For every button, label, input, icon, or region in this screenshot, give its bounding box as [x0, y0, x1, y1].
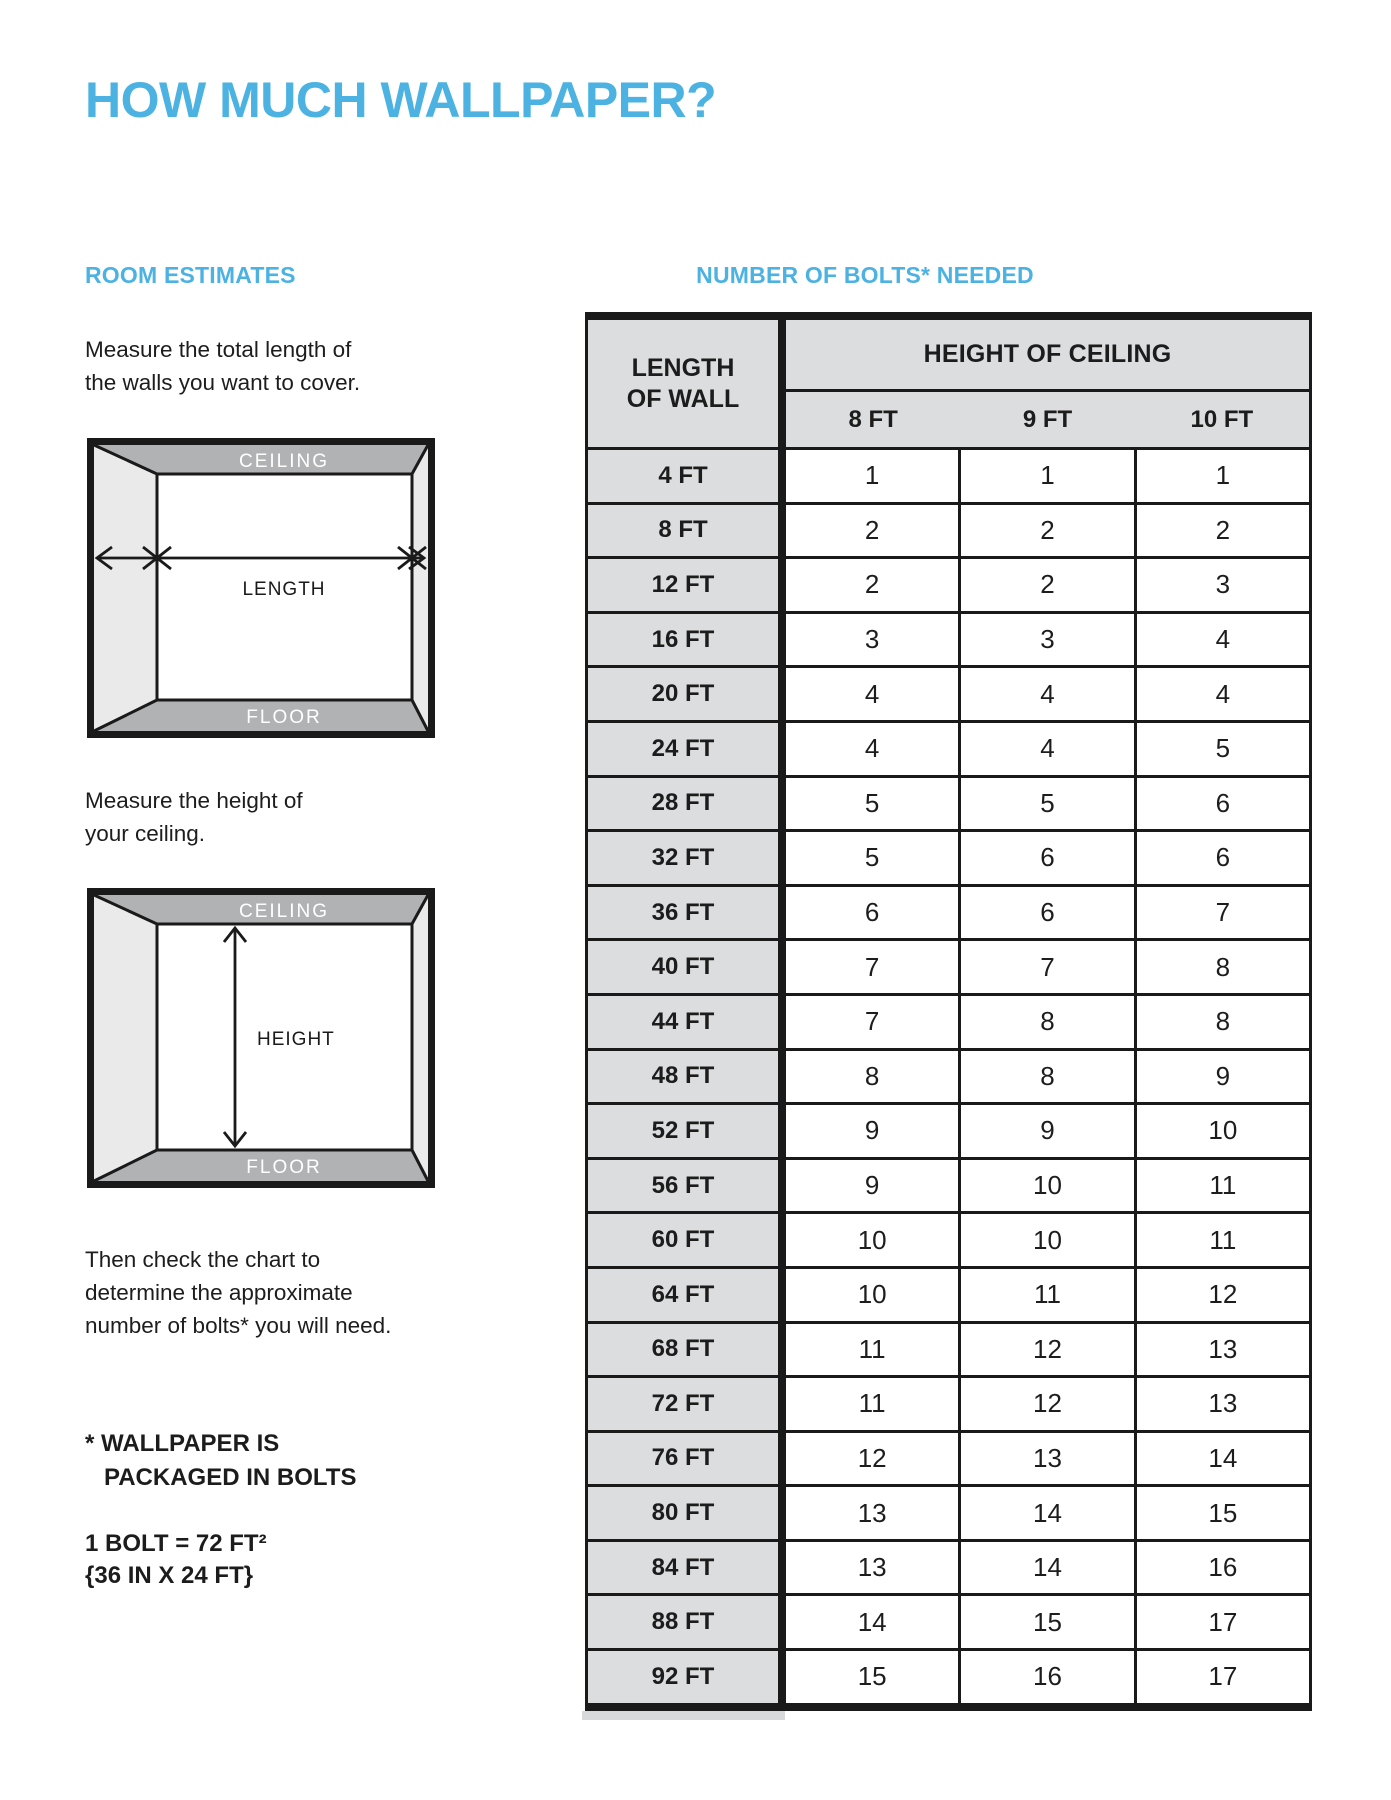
length-diagram: [87, 438, 435, 738]
bolts-value-cell: 13: [857, 1497, 887, 1528]
bolts-value-cell: 15: [857, 1661, 887, 1692]
bolts-value-cell: 8: [1134, 996, 1309, 1048]
instruction-length: Measure the total length of the walls you want to cover.: [85, 337, 361, 395]
wall-length-cell: 40 FT: [588, 941, 786, 993]
bolts-value-cell: 4: [864, 678, 880, 709]
wall-length-cell: 8 FT: [588, 505, 786, 557]
bolts-value-cell: 17: [1134, 1596, 1309, 1648]
bolts-value-cell: 1: [1134, 450, 1309, 502]
bolts-value-cell: 3: [864, 624, 880, 655]
bolts-value-cell: 2: [958, 559, 1133, 611]
bolts-value-cell: 3: [958, 614, 1133, 666]
bolts-value-cell: 10: [857, 1224, 887, 1255]
bolts-value-cell: 16: [1134, 1542, 1309, 1594]
bolts-value-cell: 12: [857, 1442, 887, 1473]
bolts-value-cell: 12: [958, 1324, 1133, 1376]
wall-length-cell: 56 FT: [588, 1160, 786, 1212]
bolts-value-cell: 1: [864, 460, 880, 491]
bolts-value-cell: 13: [1134, 1324, 1309, 1376]
wall-length-cell: 36 FT: [588, 887, 786, 939]
wall-length-cell: 4 FT: [588, 450, 786, 502]
bolts-value-cell: 8: [1134, 941, 1309, 993]
bolts-value-cell: 11: [958, 1269, 1133, 1321]
table-row: [588, 829, 1309, 884]
table-row: [588, 884, 1309, 939]
bolts-value-cell: 4: [958, 723, 1133, 775]
bolts-value-cell: 1: [958, 450, 1133, 502]
table-row: [588, 1048, 1309, 1103]
ceiling-10ft-header: 10 FT: [1190, 405, 1254, 433]
bolts-value-cell: 6: [1134, 832, 1309, 884]
bolts-value-cell: 5: [1134, 723, 1309, 775]
table-row: [588, 938, 1309, 993]
bolts-table: [585, 312, 1312, 1711]
bolts-value-cell: 3: [1134, 559, 1309, 611]
bolts-value-cell: 2: [864, 514, 880, 545]
bolts-value-cell: 6: [864, 897, 880, 928]
page-title: HOW MUCH WALLPAPER?: [85, 72, 717, 128]
bolts-value-cell: 16: [958, 1651, 1133, 1703]
bolts-value-cell: 4: [864, 733, 880, 764]
wall-length-cell: 16 FT: [588, 614, 786, 666]
bolts-value-cell: 10: [958, 1160, 1133, 1212]
bolts-value-cell: 13: [958, 1433, 1133, 1485]
wall-length-cell: 12 FT: [588, 559, 786, 611]
wall-length-cell: 80 FT: [588, 1487, 786, 1539]
bolts-value-cell: 7: [864, 951, 880, 982]
table-row: [588, 1430, 1309, 1485]
length-label: LENGTH: [242, 579, 326, 600]
bolts-value-cell: 14: [1134, 1433, 1309, 1485]
bolts-value-cell: 15: [958, 1596, 1133, 1648]
table-row: [588, 1211, 1309, 1266]
bolts-value-cell: 6: [958, 832, 1133, 884]
bolts-value-cell: 11: [858, 1333, 886, 1364]
footnote-line-1: * WALLPAPER IS: [85, 1430, 280, 1457]
bolts-value-cell: 9: [1134, 1051, 1309, 1103]
wall-length-cell: 52 FT: [588, 1105, 786, 1157]
table-shadow: [582, 1711, 785, 1720]
bolts-value-cell: 4: [1134, 668, 1309, 720]
wall-length-cell: 68 FT: [588, 1324, 786, 1376]
wall-length-cell: 60 FT: [588, 1214, 786, 1266]
right-wall-surface: [412, 895, 428, 1181]
bolt-equation-line-1: 1 BOLT = 72 FT²: [85, 1530, 267, 1557]
right-wall-surface: [412, 445, 428, 731]
wall-length-cell: 76 FT: [588, 1433, 786, 1485]
bolts-value-cell: 12: [958, 1378, 1133, 1430]
bolts-value-cell: 2: [1134, 505, 1309, 557]
table-row: [588, 611, 1309, 666]
bolts-value-cell: 2: [958, 505, 1133, 557]
table-row: [588, 556, 1309, 611]
ceiling-label: CEILING: [238, 901, 330, 922]
bolts-value-cell: 11: [858, 1388, 886, 1419]
wall-length-cell: 88 FT: [588, 1596, 786, 1648]
bolt-equation-line-2: {36 IN X 24 FT}: [85, 1562, 254, 1589]
wall-length-cell: 72 FT: [588, 1378, 786, 1430]
footnote-line-2: PACKAGED IN BOLTS: [104, 1464, 357, 1491]
bolts-value-cell: 10: [857, 1279, 887, 1310]
bolts-value-cell: 5: [864, 787, 880, 818]
floor-label: FLOOR: [246, 1157, 322, 1178]
bolts-value-cell: 5: [958, 778, 1133, 830]
bolts-value-cell: 4: [958, 668, 1133, 720]
bolts-value-cell: 15: [1134, 1487, 1309, 1539]
bolts-value-cell: 2: [864, 569, 880, 600]
wall-length-cell: 64 FT: [588, 1269, 786, 1321]
bolts-value-cell: 7: [1134, 887, 1309, 939]
bolts-value-cell: 11: [1134, 1214, 1309, 1266]
instruction-chart: Then check the chart to determine the approximate number of bolts* you will need.: [85, 1247, 392, 1338]
room-estimates-heading: ROOM ESTIMATES: [85, 262, 296, 288]
wall-length-cell: 84 FT: [588, 1542, 786, 1594]
table-body: [588, 447, 1309, 1703]
bolts-value-cell: 13: [857, 1552, 887, 1583]
bolts-value-cell: 12: [1134, 1269, 1309, 1321]
table-row: [588, 1266, 1309, 1321]
ceiling-label: CEILING: [238, 451, 330, 472]
left-wall-surface: [94, 445, 157, 731]
bolts-value-cell: 14: [958, 1487, 1133, 1539]
ceiling-9ft-header: 9 FT: [1022, 405, 1073, 433]
table-row: [588, 1102, 1309, 1157]
bolts-value-cell: 4: [1134, 614, 1309, 666]
table-row: [588, 1484, 1309, 1539]
floor-label: FLOOR: [246, 707, 322, 728]
bolts-value-cell: 9: [864, 1115, 880, 1146]
bolts-table-header: [588, 320, 1309, 447]
table-row: [588, 1321, 1309, 1376]
wall-length-cell: 48 FT: [588, 1051, 786, 1103]
bolts-value-cell: 10: [958, 1214, 1133, 1266]
wall-length-cell: 24 FT: [588, 723, 786, 775]
instruction-height: Measure the height of your ceiling.: [85, 788, 303, 846]
bolts-value-cell: 8: [958, 1051, 1133, 1103]
wall-length-cell: 28 FT: [588, 778, 786, 830]
wall-length-cell: 20 FT: [588, 668, 786, 720]
bolts-value-cell: 8: [864, 1060, 880, 1091]
table-row: [588, 1648, 1309, 1703]
table-row: [588, 447, 1309, 502]
table-row: [588, 1375, 1309, 1430]
bolts-value-cell: 5: [864, 842, 880, 873]
table-row: [588, 1157, 1309, 1212]
table-row: [588, 502, 1309, 557]
length-of-wall-header: LENGTH OF WALL: [588, 320, 786, 447]
height-diagram: [87, 888, 435, 1188]
bolts-value-cell: 14: [958, 1542, 1133, 1594]
table-row: [588, 1593, 1309, 1648]
table-row: [588, 775, 1309, 830]
ceiling-8ft-header: 8 FT: [848, 405, 898, 433]
bolts-value-cell: 9: [958, 1105, 1133, 1157]
table-row: [588, 720, 1309, 775]
height-label: HEIGHT: [257, 1029, 335, 1050]
table-row: [588, 665, 1309, 720]
bolts-value-cell: 17: [1134, 1651, 1309, 1703]
bolts-value-cell: 11: [1134, 1160, 1309, 1212]
wall-length-cell: 32 FT: [588, 832, 786, 884]
bolts-value-cell: 9: [864, 1170, 880, 1201]
bolts-value-cell: 6: [958, 887, 1133, 939]
left-wall-surface: [94, 895, 157, 1181]
bolts-value-cell: 10: [1134, 1105, 1309, 1157]
bolts-value-cell: 8: [958, 996, 1133, 1048]
bolts-value-cell: 7: [958, 941, 1133, 993]
bolts-value-cell: 14: [857, 1606, 887, 1637]
bolts-value-cell: 7: [864, 1006, 880, 1037]
table-row: [588, 993, 1309, 1048]
bolts-value-cell: 13: [1134, 1378, 1309, 1430]
table-row: [588, 1539, 1309, 1594]
bolts-value-cell: 6: [1134, 778, 1309, 830]
bolts-needed-heading: NUMBER OF BOLTS* NEEDED: [696, 262, 1034, 288]
height-of-ceiling-header: HEIGHT OF CEILING: [786, 320, 1309, 392]
wall-length-cell: 92 FT: [588, 1651, 786, 1703]
wall-length-cell: 44 FT: [588, 996, 786, 1048]
